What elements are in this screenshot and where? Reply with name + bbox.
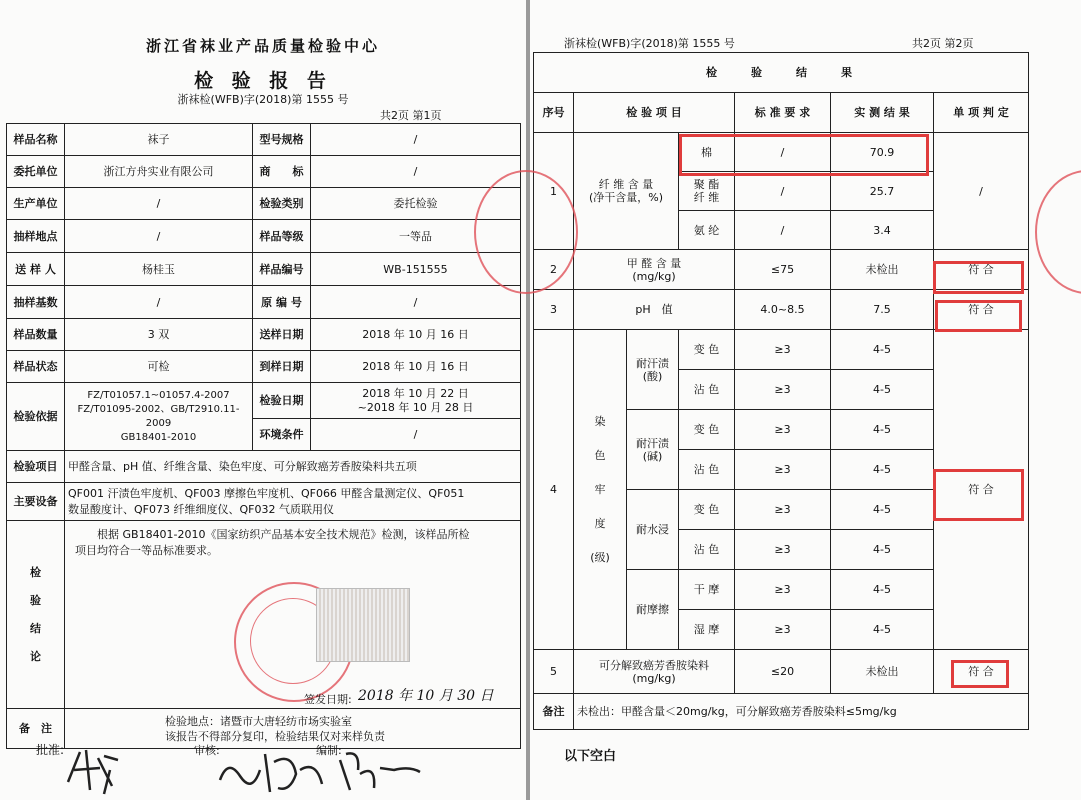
label-model: 型号规格	[253, 124, 311, 156]
review-label: 审核:	[194, 744, 220, 757]
value-sender: 杨桂玉	[65, 253, 253, 286]
org-name: 浙江省袜业产品质量检验中心	[145, 37, 380, 55]
item2-std: ≤75	[735, 250, 831, 290]
item4-rub-dry-std: ≥3	[735, 570, 831, 610]
conclusion-char: 检	[30, 565, 41, 579]
item2-name-text: 甲 醛 含 量	[626, 256, 682, 270]
item4-name-char: 度	[594, 516, 606, 530]
basis-line: GB18401-2010	[120, 431, 197, 443]
item4-verdict: 符 合	[934, 330, 1029, 650]
label-conclusion	[7, 521, 65, 709]
value-grade: 一等品	[311, 220, 521, 253]
value-arrive-date: 2018 年 10 月 16 日	[311, 351, 521, 383]
item4-acid-stain-std: ≥3	[735, 370, 831, 410]
item4-name-char: 染	[594, 414, 606, 428]
item1-spandex-result: 3.4	[831, 211, 934, 250]
item1-sub-polyester: 聚 酯 纤 维	[679, 172, 735, 211]
inspection-date-end: ~2018 年 10 月 28 日	[357, 400, 474, 414]
item1-verdict: /	[934, 133, 1029, 250]
label-basis: 检验依据	[7, 383, 65, 451]
results-title: 检 验 结 果	[534, 53, 1029, 93]
value-items: 甲醛含量、pH 值、纤维含量、染色牢度、可分解致癌芳香胺染料共五项	[65, 451, 521, 483]
item4-acid-change-std: ≥3	[735, 330, 831, 370]
item4-water-stain-std: ≥3	[735, 530, 831, 570]
item4-rub-dry-result: 4-5	[831, 570, 934, 610]
item4-acid-change-result: 4-5	[831, 330, 934, 370]
item1-polyester-std: /	[735, 172, 831, 211]
label-trademark: 商 标	[253, 156, 311, 188]
approve-label: 批准:	[36, 743, 65, 757]
item4-group-water: 耐水浸	[627, 490, 679, 570]
item4-alkali-change: 变 色	[679, 410, 735, 450]
highlight-formaldehyde-verdict	[933, 261, 1024, 294]
value-inspection-type: 委托检验	[311, 188, 521, 220]
compile-label: 编制:	[316, 744, 342, 757]
value-state: 可检	[65, 351, 253, 383]
remark-line: 该报告不得部分复印，检验结果仅对来样负责	[165, 729, 385, 743]
item1-name-line: 纤 维 含 量	[598, 178, 654, 191]
conclusion-char: 结	[30, 621, 41, 635]
inspection-date-start: 2018 年 10 月 22 日	[362, 386, 469, 400]
item2-verdict: 符 合	[934, 250, 1029, 290]
value-sampling-place: /	[65, 220, 253, 253]
report-page-1	[0, 0, 526, 800]
item4-group-rub: 耐摩擦	[627, 570, 679, 650]
item4-rub-wet: 湿 摩	[679, 610, 735, 650]
label-sample-name: 样品名称	[7, 124, 65, 156]
item3-result: 7.5	[831, 290, 934, 330]
sign-date: 2018 年 10 月 30 日	[358, 688, 494, 704]
item5-std: ≤20	[735, 650, 831, 694]
handwritten-signatures	[60, 740, 480, 798]
value-environment: /	[311, 419, 521, 451]
seam-stamp	[474, 170, 578, 294]
label-state: 样品状态	[7, 351, 65, 383]
sign-date-label: 签发日期:	[304, 693, 352, 706]
label-inspection-type: 检验类别	[253, 188, 311, 220]
equipment-line: 数显酸度计、QF073 纤维细度仪、QF032 气质联用仪	[68, 502, 334, 516]
label-original-number: 原 编 号	[253, 286, 311, 319]
label-arrive-date: 到样日期	[253, 351, 311, 383]
item1-cotton-result: 70.9	[831, 133, 934, 172]
item3-verdict: 符 合	[934, 290, 1029, 330]
item5-verdict: 符 合	[934, 650, 1029, 694]
item4-group-acid: 耐汗渍 (酸)	[627, 330, 679, 410]
item5-result: 未检出	[831, 650, 934, 694]
item4-name	[574, 330, 627, 650]
item2-unit: (mg/kg)	[632, 269, 676, 283]
header-no: 序号	[534, 93, 574, 133]
page-info: 共2页 第1页	[380, 109, 442, 122]
item4-acid-stain: 沾 色	[679, 370, 735, 410]
item1-name-line: (净干含量，%)	[588, 191, 664, 204]
value-sample-number: WB-151555	[311, 253, 521, 286]
page-info: 共2页 第2页	[912, 37, 974, 50]
item1-sub-cotton: 棉	[679, 133, 735, 172]
sample-swatch	[316, 588, 410, 662]
item4-acid-change: 变 色	[679, 330, 735, 370]
item5-no: 5	[534, 650, 574, 694]
value-send-date: 2018 年 10 月 16 日	[311, 319, 521, 351]
value-model: /	[311, 124, 521, 156]
item4-water-stain: 沾 色	[679, 530, 735, 570]
label-inspection-date: 检验日期	[253, 383, 311, 419]
report-title: 检 验 报 告	[194, 70, 332, 92]
item4-water-change-std: ≥3	[735, 490, 831, 530]
header-item: 检 验 项 目	[574, 93, 735, 133]
basis-line: FZ/T01057.1~01057.4-2007	[87, 389, 230, 401]
value-inspection-date	[311, 383, 521, 419]
value-original-number: /	[311, 286, 521, 319]
label-producer: 生产单位	[7, 188, 65, 220]
conclusion-char: 验	[30, 593, 41, 607]
item4-water-change: 变 色	[679, 490, 735, 530]
conclusion-char: 论	[30, 649, 41, 663]
highlight-cotton	[679, 134, 929, 176]
highlight-ph-verdict	[935, 300, 1022, 332]
basis-line: FZ/T01095-2002、GB/T2910.11-2009	[77, 403, 240, 429]
item4-group-alkali: 耐汗渍 (碱)	[627, 410, 679, 490]
value-producer: /	[65, 188, 253, 220]
item1-spandex-std: /	[735, 211, 831, 250]
item4-alkali-stain-std: ≥3	[735, 450, 831, 490]
value-equipment	[65, 483, 521, 521]
label-sampling-place: 抽样地点	[7, 220, 65, 253]
item2-result: 未检出	[831, 250, 934, 290]
report-page-2	[530, 0, 1081, 800]
report-number: 浙袜检(WFB)字(2018)第 1555 号	[177, 93, 349, 106]
item5-name-text: 可分解致癌芳香胺染料	[599, 658, 709, 672]
label-sample-number: 样品编号	[253, 253, 311, 286]
label-sender: 送 样 人	[7, 253, 65, 286]
value-client: 浙江方舟实业有限公司	[65, 156, 253, 188]
label-items: 检验项目	[7, 451, 65, 483]
item1-sub-spandex: 氨 纶	[679, 211, 735, 250]
label-client: 委托单位	[7, 156, 65, 188]
item4-alkali-stain: 沾 色	[679, 450, 735, 490]
conclusion-text-2: 项目均符合一等品标准要求。	[75, 544, 218, 557]
item4-rub-dry: 干 摩	[679, 570, 735, 610]
item1-cotton-std: /	[735, 133, 831, 172]
item3-name: pH 值	[574, 290, 735, 330]
header-result: 实 测 结 果	[831, 93, 934, 133]
remark-text: 未检出：甲醛含量＜20mg/kg，可分解致癌芳香胺染料≤5mg/kg	[574, 694, 1029, 730]
item3-no: 3	[534, 290, 574, 330]
item4-rub-wet-result: 4-5	[831, 610, 934, 650]
value-sample-name: 袜子	[65, 124, 253, 156]
header-verdict: 单 项 判 定	[934, 93, 1029, 133]
value-trademark: /	[311, 156, 521, 188]
label-remark: 备 注	[7, 709, 65, 749]
item2-name	[574, 250, 735, 290]
item4-alkali-change-std: ≥3	[735, 410, 831, 450]
label-send-date: 送样日期	[253, 319, 311, 351]
remark-label: 备注	[534, 694, 574, 730]
value-sampling-base: /	[65, 286, 253, 319]
item4-name-char: 色	[594, 448, 606, 462]
highlight-colorfastness-verdict	[933, 469, 1024, 521]
item4-alkali-change-result: 4-5	[831, 410, 934, 450]
item1-polyester-result: 25.7	[831, 172, 934, 211]
item1-no: 1	[534, 133, 574, 250]
item4-name-char: (级)	[590, 550, 610, 564]
label-environment: 环境条件	[253, 419, 311, 451]
footer-blank-below: 以下空白	[564, 749, 617, 764]
edge-stamp	[1035, 170, 1081, 294]
item4-water-stain-result: 4-5	[831, 530, 934, 570]
item4-no: 4	[534, 330, 574, 650]
header-standard: 标 准 要 求	[735, 93, 831, 133]
label-sampling-base: 抽样基数	[7, 286, 65, 319]
item5-name	[574, 650, 735, 694]
label-quantity: 样品数量	[7, 319, 65, 351]
item4-alkali-stain-result: 4-5	[831, 450, 934, 490]
item5-unit: (mg/kg)	[632, 671, 676, 685]
conclusion-text-1: 根据 GB18401-2010《国家纺织产品基本安全技术规范》检测，该样品所检	[97, 528, 470, 541]
item4-water-change-result: 4-5	[831, 490, 934, 530]
item4-name-char: 牢	[594, 482, 606, 496]
item2-no: 2	[534, 250, 574, 290]
remark-line: 检验地点：诸暨市大唐轻纺市场实验室	[165, 714, 352, 728]
equipment-line: QF001 汗渍色牢度机、QF003 摩擦色牢度机、QF066 甲醛含量测定仪、QF051	[68, 486, 465, 500]
highlight-amine-verdict	[951, 660, 1009, 688]
item3-std: 4.0~8.5	[735, 290, 831, 330]
label-equipment: 主要设备	[7, 483, 65, 521]
report-number: 浙袜检(WFB)字(2018)第 1555 号	[564, 37, 735, 50]
item1-name	[574, 133, 679, 250]
item4-acid-stain-result: 4-5	[831, 370, 934, 410]
value-quantity: 3 双	[65, 319, 253, 351]
label-grade: 样品等级	[253, 220, 311, 253]
item4-rub-wet-std: ≥3	[735, 610, 831, 650]
value-basis	[65, 383, 253, 451]
